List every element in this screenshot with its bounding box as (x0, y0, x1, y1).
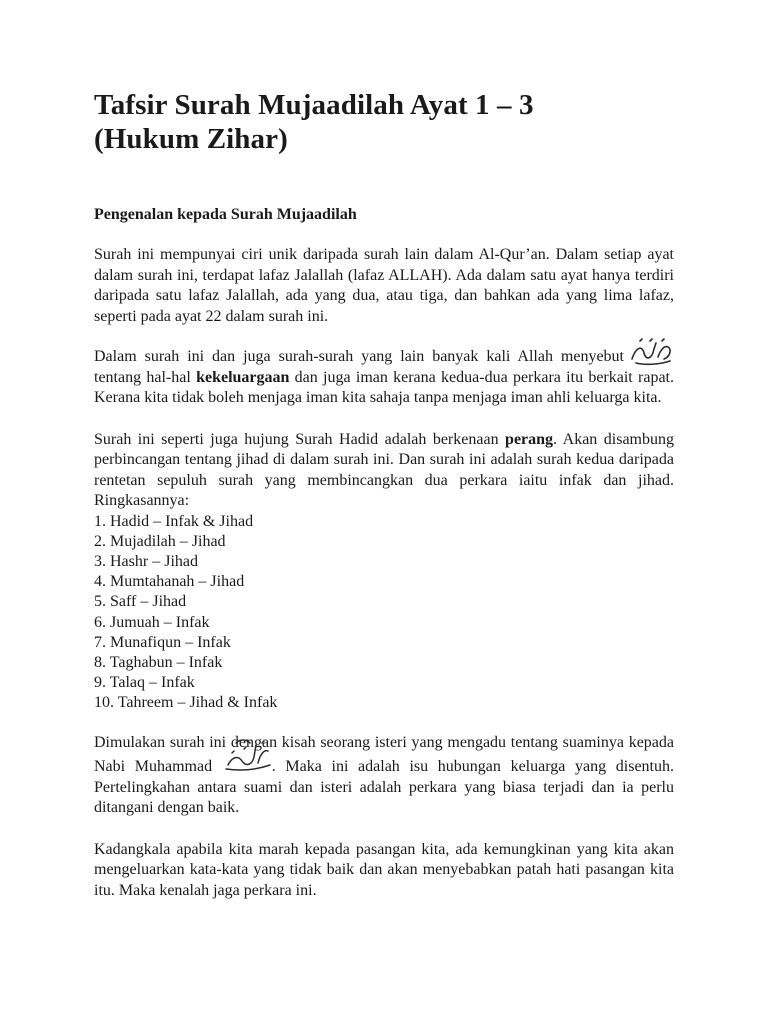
paragraph-2-text-c: dan juga iman kerana kedua-dua perkara itu berkait rapat. Kerana kita tidak boleh menjaga iman kita sahaja tanpa menjaga iman ahli keluarga kita. (94, 368, 675, 406)
salawat-glyph (222, 753, 272, 771)
list-item: 10. Tahreem – Jihad & Infak (94, 694, 278, 712)
paragraph-4 (94, 733, 674, 819)
title-line-1: Tafsir Surah Mujaadilah Ayat 1 – 3 (94, 89, 534, 121)
list-item: 5. Saff – Jihad (94, 593, 187, 611)
paragraph-4-text-a: Dimulakan surah ini dengan kisah seorang isteri yang mengadu tentang suaminya kepada Nabi Muhammad (94, 733, 674, 776)
paragraph-3-text-b: . Akan disambung perbincangan tentang jihad di dalam surah ini. Dan surah ini adalah surah kedua daripada rentetan sepuluh surah yang membincangkan dua perkara iaitu infak dan jihad. Ringkasannya: (94, 430, 674, 509)
jalla-jalaluhu-glyph (628, 337, 674, 367)
document-page (94, 88, 674, 901)
list-item: 4. Mumtahanah – Jihad (94, 573, 245, 591)
list-item: 6. Jumuah – Infak (94, 613, 210, 631)
list-item: 9. Talaq – Infak (94, 674, 195, 692)
list-item: 8. Taghabun – Infak (94, 653, 223, 671)
paragraph-1: Surah ini mempunyai ciri unik daripada surah lain dalam Al-Qur’an. Dalam setiap ayat dalam surah ini, terdapat lafaz Jalallah (lafaz ALLAH). Ada dalam satu ayat hanya terdiri daripada satu lafaz Jalallah, ada yang dua, atau tiga, dan bahkan ada yang lima lafaz, seperti pada ayat 22 dalam surah ini. (94, 246, 674, 325)
emphasis-kekeluargaan: kekeluargaan (196, 368, 290, 386)
page-title (94, 88, 674, 156)
paragraph-2-text-a: Dalam surah ini dan juga surah-surah yang lain banyak kali Allah (94, 348, 561, 365)
paragraph-2-text-b: menyebut tentang hal-hal (94, 348, 624, 386)
list-item: 7. Munafiqun – Infak (94, 633, 231, 651)
paragraph-3-text-a: Surah ini seperti juga hujung Surah Hadid adalah berkenaan (94, 430, 506, 448)
paragraph-4-text-b: . Maka ini adalah isu hubungan keluarga yang disentuh. Pertelingkahan antara suami dan isteri adalah perkara yang biasa terjadi dan ia perlu ditangani dengan baik. (94, 758, 675, 817)
list-item: 2. Mujadilah – Jihad (94, 532, 226, 550)
list-item: 1. Hadid – Infak & Jihad (94, 512, 254, 530)
title-line-2: (Hukum Zihar) (94, 123, 288, 155)
list-item: 3. Hashr – Jihad (94, 552, 198, 570)
paragraph-3 (94, 430, 674, 512)
section-heading: Pengenalan kepada Surah Mujaadilah (94, 206, 357, 223)
paragraph-2 (94, 347, 674, 409)
surah-list (94, 512, 674, 714)
paragraph-5: Kadangkala apabila kita marah kepada pasangan kita, ada kemungkinan yang kita akan mengeluarkan kata-kata yang tidak baik dan akan menyebabkan patah hati pasangan kita itu. Maka kenalah jaga perkara ini. (94, 840, 674, 899)
emphasis-perang: perang (505, 430, 554, 448)
